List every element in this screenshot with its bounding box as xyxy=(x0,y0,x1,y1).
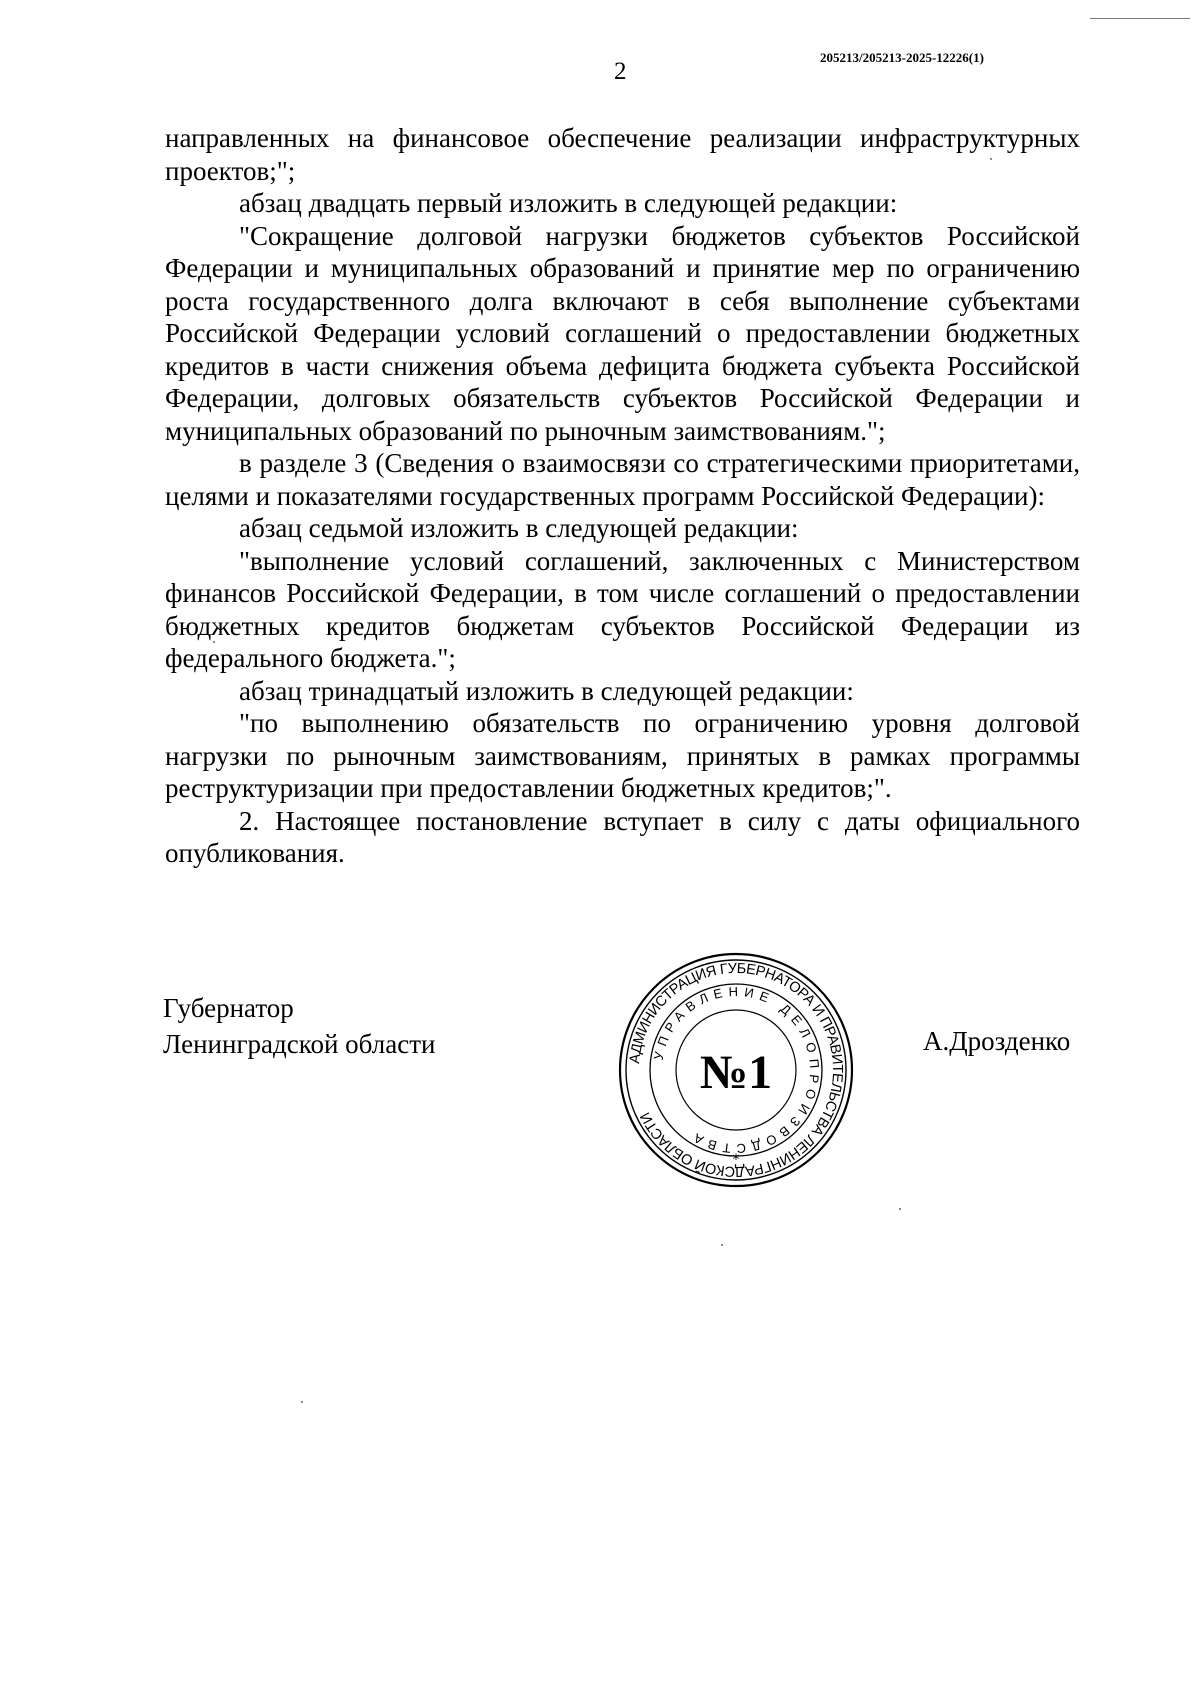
paragraph: в разделе 3 (Сведения о взаимосвязи со стратегическими приоритетами, целями и показателями государственных программ Российской Федерации): xyxy=(165,448,1080,511)
signatory-title-line: Ленинградской области xyxy=(163,1029,436,1059)
seal-outer-text-path: АДМИНИСТРАЦИЯ ГУБЕРНАТОРА И ПРАВИТЕЛЬСТВА ЛЕНИНГРАДСКОЙ ОБЛАСТИ xyxy=(627,960,846,1180)
paragraph: направленных на финансовое обеспечение реализации инфраструктурных проектов;"; xyxy=(165,123,1080,186)
document-id: 205213/205213-2025-12226(1) xyxy=(820,50,984,65)
paragraph: 2. Настоящее постановление вступает в силу с даты официального опубликования. xyxy=(165,805,1080,868)
seal-number: №1 xyxy=(699,1046,773,1099)
signatory-title xyxy=(163,990,435,1062)
paragraph: "по выполнению обязательств по ограничению уровня долговой нагрузки по рыночным заимствованиям, принятых в рамках программы реструктуризации при предоставлении бюджетных кредитов;". xyxy=(165,708,1080,803)
signatory-title-line: Губернатор xyxy=(163,993,294,1023)
paragraph: абзац тринадцатый изложить в следующей редакции: xyxy=(239,675,854,706)
scan-speck xyxy=(721,1244,723,1246)
seal-star-icon: * xyxy=(732,1152,740,1168)
official-seal-stamp xyxy=(616,950,856,1190)
scan-speck xyxy=(899,1208,901,1210)
scan-speck xyxy=(301,1401,303,1403)
paragraph: "выполнение условий соглашений, заключенных с Министерством финансов Российской Федерации, в том числе соглашений о предоставлении бюджетных кредитов бюджетам субъектов Российской Федерации из федерального бюджета."; xyxy=(165,545,1080,673)
paragraph: абзац седьмой изложить в следующей редакции: xyxy=(239,513,799,543)
seal-inner-text-path: УПРАВЛЕНИЕ ДЕЛОПРОИЗВОДСТВА xyxy=(650,983,823,1157)
scan-speck xyxy=(213,641,215,643)
scan-speck xyxy=(990,158,992,160)
page-number: 2 xyxy=(614,58,627,85)
paragraph: абзац двадцать первый изложить в следующей редакции: xyxy=(239,188,898,218)
signatory-name: А.Дрозденко xyxy=(923,1026,1071,1056)
document-body xyxy=(165,122,1080,870)
scan-artifact-line xyxy=(1090,18,1190,19)
paragraph: "Сокращение долговой нагрузки бюджетов субъектов Российской Федерации и муниципальных образований и принятие мер по ограничению роста государственного долга включают в себя выполнение субъектами Российской Федерации условий соглашений о предоставлении бюджетных кредитов в части снижения объема дефицита бюджета субъекта Российской Федерации, долговых обязательств субъектов Российской Федерации и муниципальных образований по рыночным заимствованиям."; xyxy=(165,220,1080,446)
